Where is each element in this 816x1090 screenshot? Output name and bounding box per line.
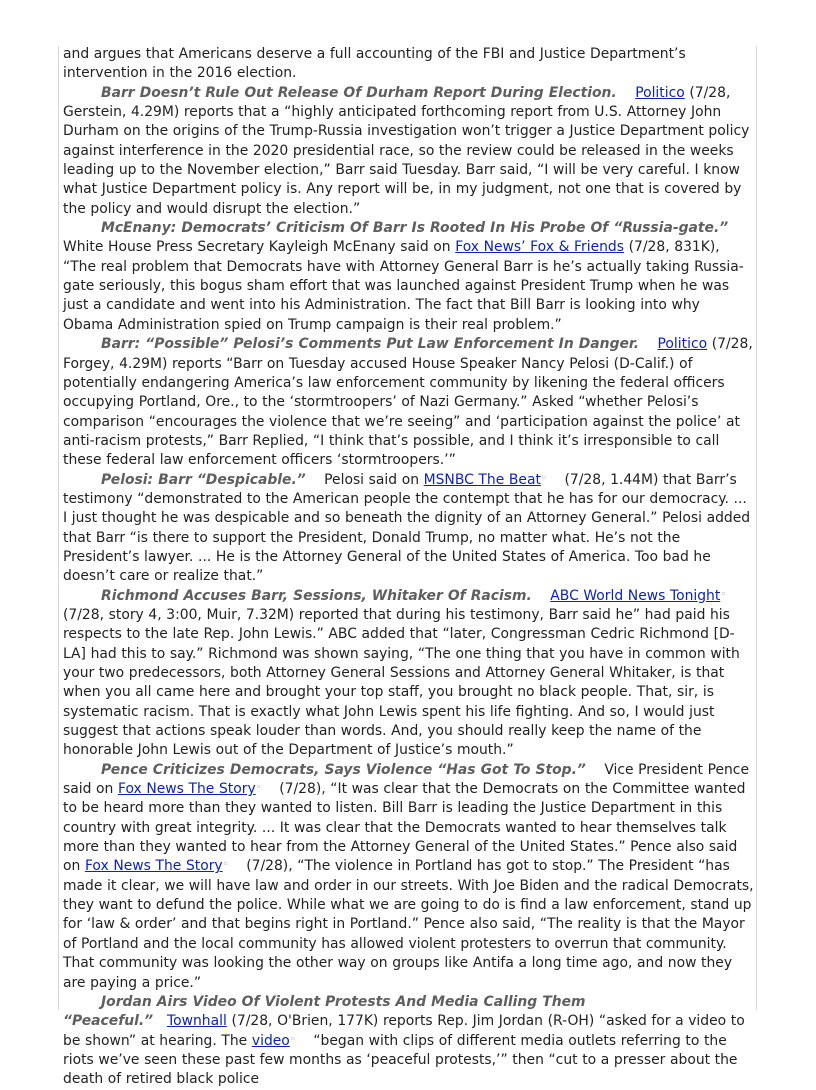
- right-margin-rule: [756, 46, 757, 1010]
- article-headline: Barr Doesn’t Rule Out Release Of Durham Report During Election.: [101, 84, 617, 101]
- article-headline: Pence Criticizes Democrats, Says Violence “Has Got To Stop.”: [101, 761, 586, 778]
- article-text-2: (7/28), “The violence in Portland has got to stop.” The President “has made it clear, we will have law and order in our streets. With Joe Biden and the radical Democrats, they want to defund the police. While what we are going to do is find a law enforcement, stand up for ‘law & order’ and that begins right in Portland.” Pence also said, “The reality is that the Mayor of Portland and the local community has allowed violent protesters to overrun that community. That community was looking the other way on groups like Antifa a long time ago, and now they are paying a price.”: [63, 858, 754, 991]
- article-headline: Jordan Airs Video Of Violent Protests And Media Calling Them “Peaceful.”: [63, 993, 586, 1030]
- article-text: (7/28, O'Brien, 177K) reports Rep. Jim Jordan (R-OH) “asked for a video to be shown” at hearing. The: [63, 1013, 745, 1049]
- article-text: (7/28, 1.44M) that Barr’s testimony “demonstrated to the American people the contempt that he has for our democracy. ... I just thought he was despicable and so beneath the dignity of an Attorney General.” Pelosi added that Barr “is there to support the President, Donald Trump, no matter what. He’s not the President’s lawyer. ... He is the Attorney General of the United States of America. Too bad he doesn’t care or realize that.”: [63, 471, 751, 585]
- source-link-politico[interactable]: Politico: [657, 336, 708, 353]
- article-text: (7/28), “It was clear that the Democrats on the Committee wanted to be heard more than they wanted to listen. Bill Barr is leading the Justice Department in this country with great integrity. ... It was clear that the Democrats wanted to hear themselves talk more than they wanted to hear from the Attorney General of the United States.” Pence also said on: [63, 781, 746, 875]
- article-pelosi-comments: [63, 335, 754, 470]
- video-marker-icon: ▫: [721, 589, 726, 597]
- video-marker-icon: ▫: [223, 860, 228, 868]
- source-link-fox-news-the-story-2[interactable]: Fox News The Story: [84, 858, 223, 875]
- article-headline: Pelosi: Barr “Despicable.”: [101, 471, 306, 488]
- article-text-2: “began with clips of different media outlets referring to the riots we’ve seen these past few months as ‘peaceful protests,’” then “cut to a presser about the death of retired black police: [63, 1032, 738, 1088]
- article-headline: Barr: “Possible” Pelosi’s Comments Put Law Enforcement In Danger.: [101, 336, 640, 353]
- source-link-fox-and-friends[interactable]: Fox News’ Fox & Friends: [455, 239, 624, 256]
- source-link-townhall[interactable]: Townhall: [166, 1013, 227, 1030]
- article-headline: Richmond Accuses Barr, Sessions, Whitaker Of Racism.: [101, 587, 532, 604]
- article-intro: Pelosi said on: [324, 471, 419, 488]
- article-text: (7/28, story 4, 3:00, Muir, 7.32M) reported that during his testimony, Barr said he” had paid his respects to the late Rep. John Lewis.” ABC added that “later, Congressman Cedric Richmond [D-LA] had this to say.” Richmond was shown saying, “The one thing that you have in common with your two predecessors, both Attorney General Sessions and Attorney General Whitaker, is that when you all came here and brought your top staff, you brought no black people. That, sir, is systematic racism. That is exactly what John Lewis spent his life fighting. And so, I would just suggest that actions speak louder than words. And, you should really keep the name of the honorable John Lewis out of the Department of Justice’s mouth.”: [63, 606, 740, 759]
- article-richmond: [63, 587, 754, 761]
- video-marker-icon: ▫: [290, 1034, 295, 1042]
- left-margin-rule: [58, 46, 59, 1010]
- continuation-paragraph: and argues that Americans deserve a full accounting of the FBI and Justice Department’s intervention in the 2016 election.: [63, 46, 686, 82]
- source-link-abc-world-news-tonight[interactable]: ABC World News Tonight: [550, 587, 721, 604]
- source-link-politico[interactable]: Politico: [635, 84, 685, 101]
- article-text: (7/28, Gerstein, 4.29M) reports that a “highly anticipated forthcoming report from U.S. Attorney John Durham on the origins of the Trump-Russia investigation won’t trigger a Justice Department policy against interference in the 2020 presidential race, so the review could be released in the weeks leading up to the November election,” Barr said Tuesday. Barr said, “I will be very careful. I know what Justice Department policy is. Any report will be, in my judgment, not one that is covered by the policy and would disrupt the election.”: [63, 84, 750, 217]
- article-text: (7/28, Forgey, 4.29M) reports “Barr on Tuesday accused House Speaker Nancy Pelosi (D-Calif.) of potentially endangering America’s law enforcement community by likening the federal officers occupying Portland, Ore., to the ‘stormtroopers’ of Nazi Germany.” Asked “whether Pelosi’s comparison “encourages the violence that we’re seeing” and ‘participation against the police’ at anti-racism protests,” Barr Replied, “I think that’s possible, and I think it’s irresponsible to call these federal law enforcement officers ‘stormtroopers.’”: [63, 336, 753, 469]
- article-intro: Vice President Pence said on: [63, 761, 749, 798]
- article-mcenany: [63, 219, 754, 335]
- article-jordan: [63, 993, 754, 1090]
- article-pelosi-despicable: [63, 471, 754, 587]
- article-durham-report: [63, 84, 754, 219]
- source-link-video[interactable]: video: [251, 1032, 290, 1049]
- article-intro: White House Press Secretary Kayleigh McEnany said on: [63, 239, 451, 256]
- article-headline: McEnany: Democrats’ Criticism Of Barr Is Rooted In His Probe Of “Russia-gate.”: [101, 220, 729, 237]
- video-marker-icon: ▫: [541, 473, 546, 481]
- source-link-fox-news-the-story[interactable]: Fox News The Story: [117, 781, 256, 798]
- document-body: [63, 45, 754, 1090]
- source-link-msnbc-the-beat[interactable]: MSNBC The Beat: [423, 471, 541, 488]
- video-marker-icon: ▫: [256, 783, 261, 791]
- article-text: (7/28, 831K), “The real problem that Democrats have with Attorney General Barr is he’s actually taking Russia-gate seriously, this bogus sham effort that was launched against President Trump when he was just a candidate and went into his Administration. The fact that Bill Barr is looking into why Obama Administration spied on Trump campaign is their real problem.”: [63, 239, 744, 333]
- article-pence: [63, 761, 754, 993]
